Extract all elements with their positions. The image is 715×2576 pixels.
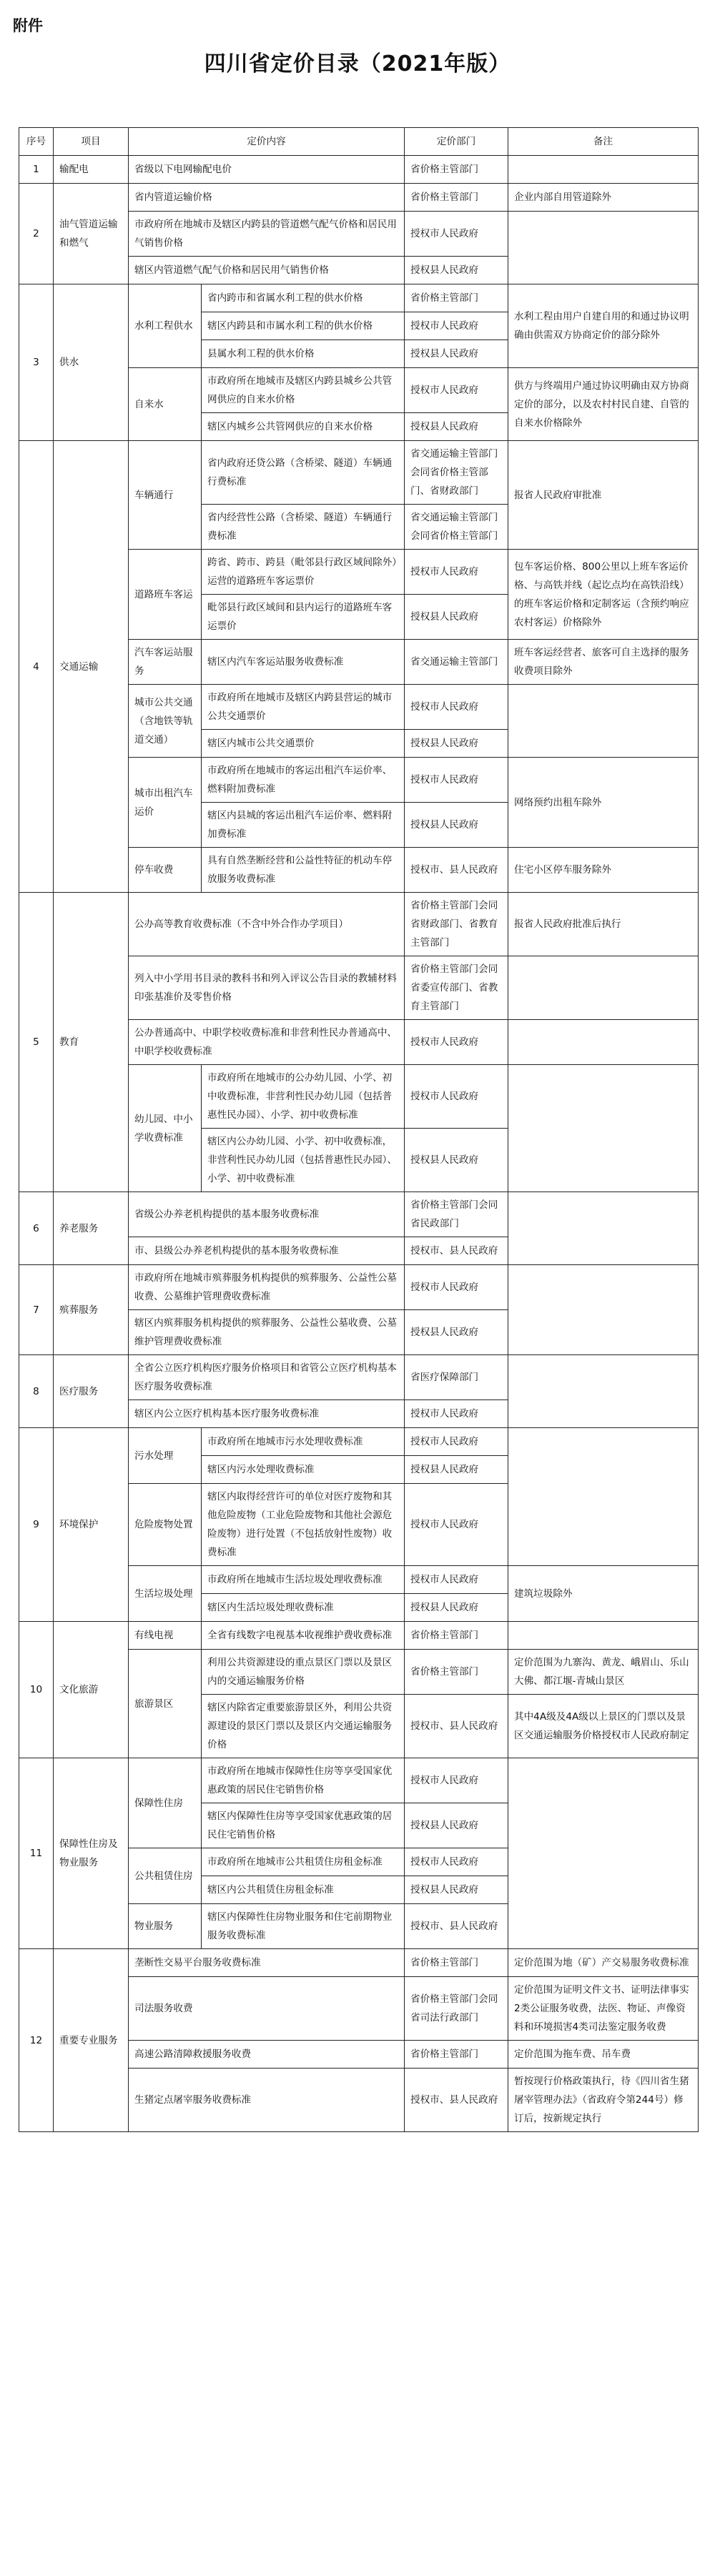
- table-row: [19, 156, 699, 184]
- sub-item-name: 保障性住房: [129, 1758, 202, 1848]
- pricing-content: 辖区内管道燃气配气价格和居民用气销售价格: [129, 257, 405, 284]
- remark: [508, 1622, 699, 1650]
- sub-item-name: 公共租赁住房: [129, 1848, 202, 1904]
- pricing-content: 市政府所在地城市的公办幼儿园、小学、初中收费标准，非营利性民办幼儿园（包括普惠性民办园）、小学、初中收费标准: [202, 1065, 405, 1129]
- pricing-department: 授权市、县人民政府: [405, 1237, 508, 1265]
- remark: 定价范围为证明文件文书、证明法律事实2类公证服务收费，法医、物证、声像资料和环境损害4类司法鉴定服务收费: [508, 1977, 699, 2041]
- remark: [508, 1758, 699, 1949]
- pricing-department: 省价格主管部门: [405, 1650, 508, 1695]
- item-name: 交通运输: [54, 441, 129, 893]
- remark: 网络预约出租车除外: [508, 758, 699, 848]
- pricing-content: 具有自然垄断经营和公益性特征的机动车停放服务收费标准: [202, 848, 405, 893]
- pricing-department: 授权县人民政府: [405, 257, 508, 284]
- header-dept: 定价部门: [405, 128, 508, 156]
- table-row: [19, 1355, 699, 1400]
- pricing-department: 授权县人民政府: [405, 1803, 508, 1848]
- pricing-content: 省内政府还贷公路（含桥梁、隧道）车辆通行费标准: [202, 441, 405, 505]
- pricing-department: 授权县人民政府: [405, 1594, 508, 1622]
- table-row: [19, 893, 699, 956]
- pricing-department: 省价格主管部门: [405, 2041, 508, 2069]
- remark: 班车客运经营者、旅客可自主选择的服务收费项目除外: [508, 640, 699, 685]
- pricing-content: 利用公共资源建设的重点景区门票以及景区内的交通运输服务价格: [202, 1650, 405, 1695]
- row-number: 1: [19, 156, 54, 184]
- pricing-content: 辖区内汽车客运站服务收费标准: [202, 640, 405, 685]
- pricing-department: 授权县人民政府: [405, 413, 508, 441]
- pricing-department: 授权市人民政府: [405, 312, 508, 340]
- row-number: 7: [19, 1265, 54, 1355]
- item-name: 输配电: [54, 156, 129, 184]
- remark: [508, 212, 699, 284]
- pricing-department: 授权市、县人民政府: [405, 848, 508, 893]
- pricing-content: 市政府所在地城市的客运出租汽车运价率、燃料附加费标准: [202, 758, 405, 803]
- table-header-row: [19, 128, 699, 156]
- pricing-department: 授权县人民政府: [405, 1129, 508, 1192]
- remark: 暂按现行价格政策执行，待《四川省生猪屠宰管理办法》（省政府令第244号）修订后，按新规定执行: [508, 2069, 699, 2132]
- pricing-department: 省价格主管部门会同省财政部门、省教育主管部门: [405, 893, 508, 956]
- pricing-department: 授权市人民政府: [405, 1065, 508, 1129]
- remark: 其中4A级及4A级以上景区的门票以及景区交通运输服务价格授权市人民政府制定: [508, 1695, 699, 1758]
- remark: 报省人民政府批准后执行: [508, 893, 699, 956]
- pricing-department: 授权市人民政府: [405, 758, 508, 803]
- pricing-department: 授权县人民政府: [405, 1310, 508, 1355]
- pricing-department: 授权市人民政府: [405, 1484, 508, 1566]
- row-number: 9: [19, 1428, 54, 1622]
- pricing-department: 授权市人民政府: [405, 1758, 508, 1803]
- pricing-catalog-table: [19, 127, 699, 2132]
- item-name: 重要专业服务: [54, 1949, 129, 2132]
- pricing-content: 辖区内城市公共交通票价: [202, 730, 405, 758]
- table-row: [19, 1428, 699, 1456]
- sub-item-name: 幼儿园、中小学收费标准: [129, 1065, 202, 1192]
- pricing-department: 省交通运输主管部门: [405, 640, 508, 685]
- pricing-department: 授权市人民政府: [405, 1265, 508, 1310]
- pricing-department: 授权市人民政府: [405, 212, 508, 257]
- sub-item-name: 生活垃圾处理: [129, 1566, 202, 1622]
- table-row: [19, 1622, 699, 1650]
- row-number: 3: [19, 284, 54, 441]
- item-name: 供水: [54, 284, 129, 441]
- pricing-content: 全省公立医疗机构医疗服务价格项目和省管公立医疗机构基本医疗服务收费标准: [129, 1355, 405, 1400]
- pricing-content: 毗邻县行政区域间和县内运行的道路班车客运票价: [202, 595, 405, 640]
- item-name: 环境保护: [54, 1428, 129, 1622]
- row-number: 5: [19, 893, 54, 1192]
- remark: 定价范围为九寨沟、黄龙、峨眉山、乐山大佛、都江堰-青城山景区: [508, 1650, 699, 1695]
- pricing-department: 授权市、县人民政府: [405, 1695, 508, 1758]
- header-item: 项目: [54, 128, 129, 156]
- remark: 定价范围为地（矿）产交易服务收费标准: [508, 1949, 699, 1977]
- pricing-department: 省价格主管部门: [405, 1622, 508, 1650]
- pricing-department: 授权县人民政府: [405, 1876, 508, 1904]
- pricing-content: 辖区内城乡公共管网供应的自来水价格: [202, 413, 405, 441]
- pricing-content: 辖区内除省定重要旅游景区外，利用公共资源建设的景区门票以及景区内交通运输服务价格: [202, 1695, 405, 1758]
- sub-item-name: 旅游景区: [129, 1650, 202, 1758]
- pricing-department: 省价格主管部门会同省民政部门: [405, 1192, 508, 1237]
- sub-item-name: 城市出租汽车运价: [129, 758, 202, 848]
- pricing-department: 授权市人民政府: [405, 1428, 508, 1456]
- pricing-content: 省内跨市和省属水利工程的供水价格: [202, 284, 405, 312]
- pricing-department: 省交通运输主管部门会同省价格主管部门: [405, 505, 508, 550]
- remark: 包车客运价格、800公里以上班车客运价格、与高铁并线（起讫点均在高铁沿线）的班车客运价格和定制客运（含预约响应农村客运）价格除外: [508, 550, 699, 640]
- pricing-department: 省价格主管部门会同省委宣传部门、省教育主管部门: [405, 956, 508, 1020]
- pricing-department: 省价格主管部门: [405, 1949, 508, 1977]
- remark: [508, 1020, 699, 1065]
- pricing-content: 辖区内公办幼儿园、小学、初中收费标准，非营利性民办幼儿园（包括普惠性民办园）、小学、初中收费标准: [202, 1129, 405, 1192]
- item-name: 文化旅游: [54, 1622, 129, 1758]
- pricing-department: 授权县人民政府: [405, 803, 508, 848]
- sub-item-name: 自来水: [129, 368, 202, 441]
- pricing-content: 公办普通高中、中职学校收费标准和非营利性民办普通高中、中职学校收费标准: [129, 1020, 405, 1065]
- pricing-department: 省价格主管部门: [405, 156, 508, 184]
- pricing-content: 辖区内公共租赁住房租金标准: [202, 1876, 405, 1904]
- pricing-content: 市政府所在地城市污水处理收费标准: [202, 1428, 405, 1456]
- item-name: 教育: [54, 893, 129, 1192]
- item-name: 医疗服务: [54, 1355, 129, 1428]
- pricing-content: 垄断性交易平台服务收费标准: [129, 1949, 405, 1977]
- table-row: [19, 1758, 699, 1803]
- pricing-content: 列入中小学用书目录的教科书和列入评议公告目录的教辅材料印张基准价及零售价格: [129, 956, 405, 1020]
- remark: [508, 1192, 699, 1265]
- sub-item-name: 汽车客运站服务: [129, 640, 202, 685]
- pricing-content: 辖区内取得经营许可的单位对医疗废物和其他危险废物（工业危险废物和其他社会源危险废物）进行处置（不包括放射性废物）收费标准: [202, 1484, 405, 1566]
- row-number: 10: [19, 1622, 54, 1758]
- pricing-department: 授权市、县人民政府: [405, 1904, 508, 1949]
- sub-item-name: 物业服务: [129, 1904, 202, 1949]
- pricing-department: 授权县人民政府: [405, 340, 508, 368]
- sub-item-name: 城市公共交通（含地铁等轨道交通）: [129, 685, 202, 758]
- pricing-content: 跨省、跨市、跨县（毗邻县行政区域间除外）运营的道路班车客运票价: [202, 550, 405, 595]
- item-name: 养老服务: [54, 1192, 129, 1265]
- pricing-department: 省交通运输主管部门会同省价格主管部门、省财政部门: [405, 441, 508, 505]
- header-content: 定价内容: [129, 128, 405, 156]
- item-name: 殡葬服务: [54, 1265, 129, 1355]
- pricing-department: 授权市人民政府: [405, 368, 508, 413]
- pricing-department: 授权市人民政府: [405, 1566, 508, 1594]
- pricing-content: 辖区内县城的客运出租汽车运价率、燃料附加费标准: [202, 803, 405, 848]
- remark: 住宅小区停车服务除外: [508, 848, 699, 893]
- pricing-content: 辖区内保障性住房等享受国家优惠政策的居民住宅销售价格: [202, 1803, 405, 1848]
- pricing-content: 辖区内生活垃圾处理收费标准: [202, 1594, 405, 1622]
- item-name: 油气管道运输和燃气: [54, 184, 129, 284]
- sub-item-name: 水利工程供水: [129, 284, 202, 368]
- pricing-department: 省价格主管部门: [405, 284, 508, 312]
- pricing-content: 辖区内公立医疗机构基本医疗服务收费标准: [129, 1400, 405, 1428]
- remark: 建筑垃圾除外: [508, 1566, 699, 1622]
- pricing-content: 省级公办养老机构提供的基本服务收费标准: [129, 1192, 405, 1237]
- sub-item-name: 道路班车客运: [129, 550, 202, 640]
- remark: [508, 1428, 699, 1566]
- pricing-department: 授权市人民政府: [405, 1020, 508, 1065]
- row-number: 8: [19, 1355, 54, 1428]
- pricing-department: 省价格主管部门会同省司法行政部门: [405, 1977, 508, 2041]
- pricing-content: 全省有线数字电视基本收视维护费收费标准: [202, 1622, 405, 1650]
- pricing-content: 省内经营性公路（含桥梁、隧道）车辆通行费标准: [202, 505, 405, 550]
- remark: [508, 156, 699, 184]
- remark: [508, 1265, 699, 1355]
- pricing-content: 辖区内跨县和市属水利工程的供水价格: [202, 312, 405, 340]
- pricing-content: 省级以下电网输配电价: [129, 156, 405, 184]
- header-note: 备注: [508, 128, 699, 156]
- pricing-department: 授权县人民政府: [405, 595, 508, 640]
- table-row: [19, 1192, 699, 1237]
- remark: [508, 685, 699, 758]
- pricing-department: 授权市人民政府: [405, 685, 508, 730]
- pricing-content: 司法服务收费: [129, 1977, 405, 2041]
- pricing-content: 市政府所在地城市殡葬服务机构提供的殡葬服务、公益性公墓收费、公墓维护管理费收费标准: [129, 1265, 405, 1310]
- annex-label: 附件: [13, 17, 43, 34]
- pricing-content: 生猪定点屠宰服务收费标准: [129, 2069, 405, 2132]
- row-number: 4: [19, 441, 54, 893]
- remark: 报省人民政府审批准: [508, 441, 699, 550]
- remark: [508, 1065, 699, 1192]
- pricing-department: 省价格主管部门: [405, 184, 508, 212]
- item-name: 保障性住房及物业服务: [54, 1758, 129, 1949]
- pricing-content: 市、县级公办养老机构提供的基本服务收费标准: [129, 1237, 405, 1265]
- pricing-content: 辖区内污水处理收费标准: [202, 1456, 405, 1484]
- pricing-department: 授权县人民政府: [405, 1456, 508, 1484]
- pricing-department: 授权市人民政府: [405, 1400, 508, 1428]
- pricing-content: 市政府所在地城市及辖区内跨县城乡公共管网供应的自来水价格: [202, 368, 405, 413]
- sub-item-name: 停车收费: [129, 848, 202, 893]
- pricing-department: 授权市人民政府: [405, 1848, 508, 1876]
- remark: 企业内部自用管道除外: [508, 184, 699, 212]
- pricing-department: 授权市人民政府: [405, 550, 508, 595]
- pricing-department: 授权市、县人民政府: [405, 2069, 508, 2132]
- pricing-content: 市政府所在地城市及辖区内跨县的管道燃气配气价格和居民用气销售价格: [129, 212, 405, 257]
- table-row: [19, 284, 699, 312]
- pricing-content: 辖区内殡葬服务机构提供的殡葬服务、公益性公墓收费、公墓维护管理费收费标准: [129, 1310, 405, 1355]
- row-number: 11: [19, 1758, 54, 1949]
- remark: 定价范围为拖车费、吊车费: [508, 2041, 699, 2069]
- sub-item-name: 车辆通行: [129, 441, 202, 550]
- pricing-content: 市政府所在地城市公共租赁住房租金标准: [202, 1848, 405, 1876]
- sub-item-name: 污水处理: [129, 1428, 202, 1484]
- pricing-department: 省医疗保障部门: [405, 1355, 508, 1400]
- pricing-content: 市政府所在地城市保障性住房等享受国家优惠政策的居民住宅销售价格: [202, 1758, 405, 1803]
- row-number: 6: [19, 1192, 54, 1265]
- pricing-content: 公办高等教育收费标准（不含中外合作办学项目）: [129, 893, 405, 956]
- remark: [508, 1355, 699, 1428]
- remark: 水利工程由用户自建自用的和通过协议明确由供需双方协商定价的部分除外: [508, 284, 699, 368]
- pricing-content: 县属水利工程的供水价格: [202, 340, 405, 368]
- table-row: [19, 1949, 699, 1977]
- sub-item-name: 有线电视: [129, 1622, 202, 1650]
- table-row: [19, 441, 699, 505]
- row-number: 2: [19, 184, 54, 284]
- pricing-content: 辖区内保障性住房物业服务和住宅前期物业服务收费标准: [202, 1904, 405, 1949]
- row-number: 12: [19, 1949, 54, 2132]
- pricing-content: 市政府所在地城市及辖区内跨县营运的城市公共交通票价: [202, 685, 405, 730]
- header-no: 序号: [19, 128, 54, 156]
- pricing-content: 市政府所在地城市生活垃圾处理收费标准: [202, 1566, 405, 1594]
- table-row: [19, 184, 699, 212]
- pricing-content: 省内管道运输价格: [129, 184, 405, 212]
- remark: 供方与终端用户通过协议明确由双方协商定价的部分，以及农村村民自建、自管的自来水价格除外: [508, 368, 699, 441]
- pricing-content: 高速公路清障救援服务收费: [129, 2041, 405, 2069]
- document-title: 四川省定价目录（2021年版）: [204, 51, 511, 76]
- remark: [508, 956, 699, 1020]
- pricing-department: 授权县人民政府: [405, 730, 508, 758]
- table-row: [19, 1265, 699, 1310]
- sub-item-name: 危险废物处置: [129, 1484, 202, 1566]
